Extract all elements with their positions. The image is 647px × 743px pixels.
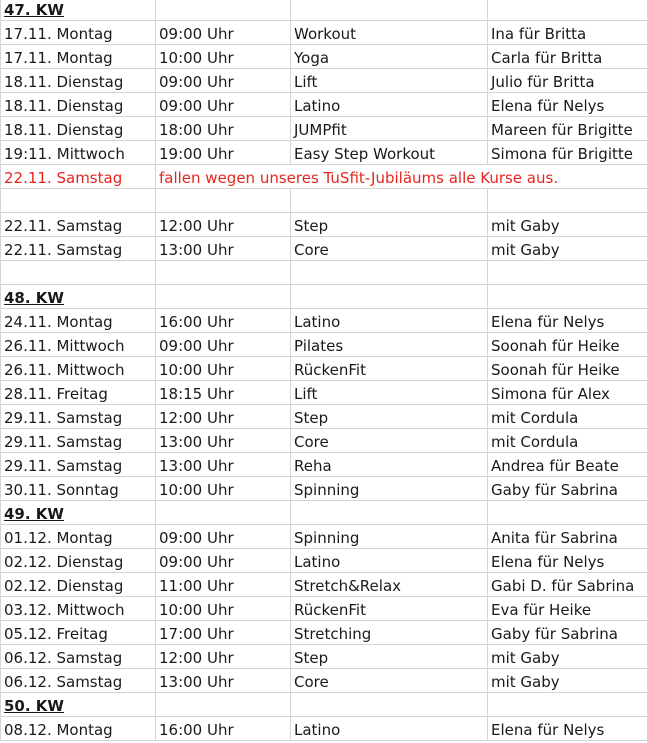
table-row <box>1 549 647 573</box>
cell-time: 13:00 Uhr <box>156 669 291 693</box>
cell-date: 26.11. Mittwoch <box>1 333 156 357</box>
cell-date: 29.11. Samstag <box>1 405 156 429</box>
cell-date: 28.11. Freitag <box>1 381 156 405</box>
cell-date: 02.12. Dienstag <box>1 549 156 573</box>
cell-instructor: Elena für Nelys <box>488 309 647 333</box>
cell-course: Spinning <box>291 525 488 549</box>
table-row <box>1 381 647 405</box>
table-row <box>1 405 647 429</box>
table-row <box>1 93 647 117</box>
cell-instructor: mit Gaby <box>488 669 647 693</box>
table-row <box>1 45 647 69</box>
cell-time: 12:00 Uhr <box>156 213 291 237</box>
cell-instructor: Gaby für Sabrina <box>488 621 647 645</box>
cell-course: RückenFit <box>291 357 488 381</box>
table-row <box>1 525 647 549</box>
table-row <box>1 309 647 333</box>
cell-time: 13:00 Uhr <box>156 237 291 261</box>
table-row <box>1 453 647 477</box>
table-row <box>1 597 647 621</box>
cell-date: 19:11. Mittwoch <box>1 141 156 165</box>
table-row <box>1 21 647 45</box>
cell-date: 29.11. Samstag <box>1 429 156 453</box>
cell-instructor: Julio für Britta <box>488 69 647 93</box>
cell-time: 19:00 Uhr <box>156 141 291 165</box>
table-row <box>1 357 647 381</box>
week-header-row <box>1 501 647 525</box>
cell-instructor: Mareen für Brigitte <box>488 117 647 141</box>
cell-instructor: Anita für Sabrina <box>488 525 647 549</box>
table-row <box>1 213 647 237</box>
cell-time: 17:00 Uhr <box>156 621 291 645</box>
cell-time: 10:00 Uhr <box>156 597 291 621</box>
cell-time: 13:00 Uhr <box>156 429 291 453</box>
cell-date: 03.12. Mittwoch <box>1 597 156 621</box>
cell-course: Reha <box>291 453 488 477</box>
week-label: 48. KW <box>1 285 156 309</box>
cell-time: 10:00 Uhr <box>156 45 291 69</box>
cell-instructor: mit Gaby <box>488 213 647 237</box>
cell-instructor: Eva für Heike <box>488 597 647 621</box>
table-row <box>1 333 647 357</box>
week-header-row <box>1 693 647 717</box>
cell-instructor: Elena für Nelys <box>488 549 647 573</box>
cell-date: 06.12. Samstag <box>1 669 156 693</box>
cell-time: 09:00 Uhr <box>156 21 291 45</box>
cell-date: 18.11. Dienstag <box>1 117 156 141</box>
cell-instructor: mit Gaby <box>488 237 647 261</box>
cell-instructor: mit Cordula <box>488 429 647 453</box>
cell-instructor: Gabi D. für Sabrina <box>488 573 647 597</box>
cell-course: Core <box>291 237 488 261</box>
cell-course: Yoga <box>291 45 488 69</box>
cell-date: 18.11. Dienstag <box>1 93 156 117</box>
week-label: 47. KW <box>1 0 156 21</box>
cell-course: Spinning <box>291 477 488 501</box>
cell-course: Latino <box>291 93 488 117</box>
table-row <box>1 141 647 165</box>
cell-course: Core <box>291 429 488 453</box>
week-header-row <box>1 0 647 21</box>
cell-course: Stretch&Relax <box>291 573 488 597</box>
cell-course: Core <box>291 669 488 693</box>
cell-instructor: Ina für Britta <box>488 21 647 45</box>
table-row <box>1 645 647 669</box>
cell-instructor: mit Cordula <box>488 405 647 429</box>
table-row <box>1 573 647 597</box>
empty-row <box>1 261 647 285</box>
cell-time: 18:00 Uhr <box>156 117 291 141</box>
cell-instructor: Gaby für Sabrina <box>488 477 647 501</box>
cell-instructor: mit Gaby <box>488 645 647 669</box>
cell-time: 12:00 Uhr <box>156 405 291 429</box>
empty-row <box>1 189 647 213</box>
cell-course: Step <box>291 645 488 669</box>
table-row <box>1 621 647 645</box>
table-row <box>1 117 647 141</box>
cell-instructor: Andrea für Beate <box>488 453 647 477</box>
cell-time: 16:00 Uhr <box>156 309 291 333</box>
cell-date: 05.12. Freitag <box>1 621 156 645</box>
cell-course: Easy Step Workout <box>291 141 488 165</box>
week-header-row <box>1 285 647 309</box>
cell-course: Step <box>291 405 488 429</box>
cell-instructor: Simona für Alex <box>488 381 647 405</box>
cell-instructor: Elena für Nelys <box>488 93 647 117</box>
cell-time: 09:00 Uhr <box>156 69 291 93</box>
notice-text: fallen wegen unseres TuSfit-Jubiläums alle Kurse aus. <box>156 165 647 189</box>
table-row <box>1 237 647 261</box>
cell-time: 11:00 Uhr <box>156 573 291 597</box>
table-row <box>1 669 647 693</box>
cell-course: JUMPfit <box>291 117 488 141</box>
cell-course: Lift <box>291 69 488 93</box>
cell-instructor: Soonah für Heike <box>488 333 647 357</box>
cell-course: Pilates <box>291 333 488 357</box>
cell-instructor: Elena für Nelys <box>488 717 647 741</box>
cell-instructor: Soonah für Heike <box>488 357 647 381</box>
notice-row <box>1 165 647 189</box>
week-label: 49. KW <box>1 501 156 525</box>
cell-instructor: Simona für Brigitte <box>488 141 647 165</box>
table-row <box>1 717 647 741</box>
cell-course: Lift <box>291 381 488 405</box>
cell-date: 06.12. Samstag <box>1 645 156 669</box>
cell-course: Stretching <box>291 621 488 645</box>
cell-time: 10:00 Uhr <box>156 357 291 381</box>
cell-date: 17.11. Montag <box>1 21 156 45</box>
cell-course: Latino <box>291 717 488 741</box>
cell-course: Latino <box>291 309 488 333</box>
cell-date: 08.12. Montag <box>1 717 156 741</box>
cell-date: 22.11. Samstag <box>1 237 156 261</box>
notice-date: 22.11. Samstag <box>1 165 156 189</box>
cell-date: 26.11. Mittwoch <box>1 357 156 381</box>
cell-time: 10:00 Uhr <box>156 477 291 501</box>
cell-date: 01.12. Montag <box>1 525 156 549</box>
table-row <box>1 477 647 501</box>
cell-time: 13:00 Uhr <box>156 453 291 477</box>
cell-date: 17.11. Montag <box>1 45 156 69</box>
cell-time: 16:00 Uhr <box>156 717 291 741</box>
cell-course: RückenFit <box>291 597 488 621</box>
week-label: 50. KW <box>1 693 156 717</box>
cell-date: 29.11. Samstag <box>1 453 156 477</box>
table-row <box>1 429 647 453</box>
cell-time: 18:15 Uhr <box>156 381 291 405</box>
cell-course: Step <box>291 213 488 237</box>
cell-time: 09:00 Uhr <box>156 549 291 573</box>
cell-instructor: Carla für Britta <box>488 45 647 69</box>
table-row <box>1 69 647 93</box>
cell-course: Latino <box>291 549 488 573</box>
cell-time: 09:00 Uhr <box>156 333 291 357</box>
cell-date: 18.11. Dienstag <box>1 69 156 93</box>
cell-date: 22.11. Samstag <box>1 213 156 237</box>
cell-time: 09:00 Uhr <box>156 93 291 117</box>
cell-date: 30.11. Sonntag <box>1 477 156 501</box>
cell-course: Workout <box>291 21 488 45</box>
cell-time: 09:00 Uhr <box>156 525 291 549</box>
cell-time: 12:00 Uhr <box>156 645 291 669</box>
cell-date: 24.11. Montag <box>1 309 156 333</box>
cell-date: 02.12. Dienstag <box>1 573 156 597</box>
